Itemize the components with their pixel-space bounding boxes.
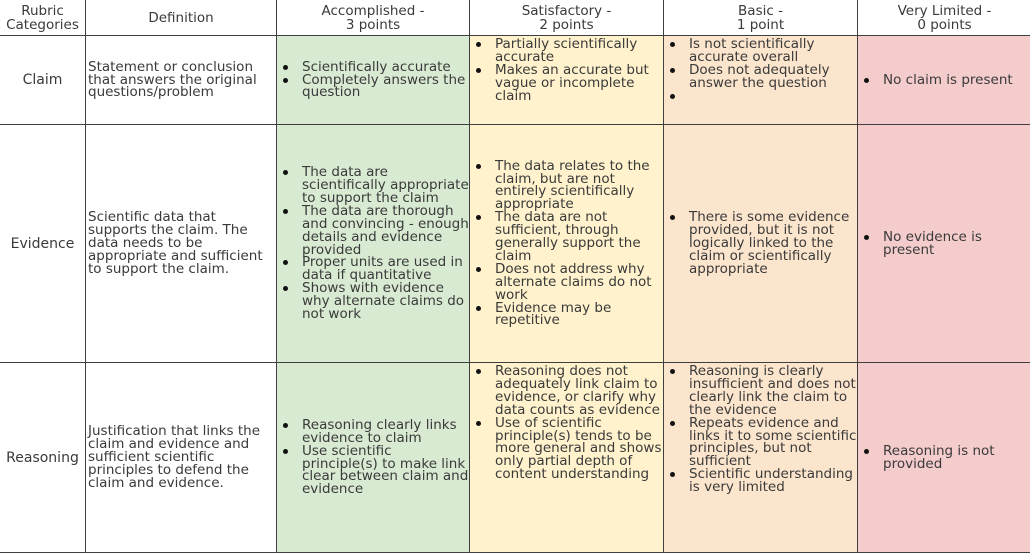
criteria-list: [858, 445, 1030, 471]
criterion-item: Completely answers the question: [277, 74, 469, 100]
category-evidence: Evidence: [0, 125, 86, 363]
criterion-item: The data are not sufficient, through generally support the claim: [470, 211, 663, 263]
criterion-item: Scientific understanding is very limited: [664, 468, 857, 494]
criterion-item: No evidence is present: [858, 231, 1030, 257]
header-basic: Basic - 1 point: [664, 0, 858, 36]
criterion-item: Reasoning clearly links evidence to claim: [277, 419, 469, 445]
definition-claim: Statement or conclusion that answers the original questions/problem: [86, 36, 277, 125]
criterion-item: Does not address why alternate claims do not work: [470, 263, 663, 302]
header-satisfactory: Satisfactory - 2 points: [470, 0, 664, 36]
criteria-list: [664, 38, 857, 103]
criterion-item: The data relates to the claim, but are not entirely scientifically appropriate: [470, 160, 663, 212]
criterion-item: Reasoning does not adequately link claim to evidence, or clarify why data counts as evidence: [470, 365, 663, 417]
criterion-item: Does not adequately answer the question: [664, 64, 857, 90]
criteria-list: [470, 160, 663, 328]
criteria-list: [470, 365, 663, 481]
basic-reasoning: [664, 363, 858, 553]
criterion-item: Evidence may be repetitive: [470, 302, 663, 328]
definition-reasoning: Justification that links the claim and evidence and sufficient scientific principles to defend the claim and evidence.: [86, 363, 277, 553]
criteria-list: [664, 365, 857, 494]
criteria-list: [470, 38, 663, 103]
header-rubric-categories: Rubric Categories: [0, 0, 86, 36]
accomplished-evidence: [277, 125, 470, 363]
criterion-item: Scientifically accurate: [277, 61, 469, 74]
criterion-item: Use of scientific principle(s) tends to be more general and shows only partial depth of content understanding: [470, 417, 663, 482]
criterion-item: The data are thorough and convincing - enough details and evidence provided: [277, 205, 469, 257]
header-very-limited: Very Limited - 0 points: [858, 0, 1030, 36]
category-reasoning: Reasoning: [0, 363, 86, 553]
accomplished-claim: [277, 36, 470, 125]
criterion-item: Makes an accurate but vague or incomplete claim: [470, 64, 663, 103]
satisfactory-claim: [470, 36, 664, 125]
header-definition: Definition: [86, 0, 277, 36]
limited-evidence: [858, 125, 1030, 363]
basic-claim: [664, 36, 858, 125]
criterion-item: There is some evidence provided, but it is not logically linked to the claim or scientifically appropriate: [664, 211, 857, 276]
criteria-list: [277, 61, 469, 100]
header-row: [0, 0, 1030, 36]
criteria-list: [858, 231, 1030, 257]
definition-evidence: Scientific data that supports the claim. The data needs to be appropriate and sufficient to support the claim.: [86, 125, 277, 363]
accomplished-reasoning: [277, 363, 470, 553]
criterion-item: Proper units are used in data if quantitative: [277, 256, 469, 282]
limited-reasoning: [858, 363, 1030, 553]
criterion-item-empty: [664, 90, 857, 103]
row-reasoning: [0, 363, 1030, 553]
criterion-item: No claim is present: [858, 74, 1030, 87]
satisfactory-evidence: [470, 125, 664, 363]
basic-evidence: [664, 125, 858, 363]
criterion-item: Is not scientifically accurate overall: [664, 38, 857, 64]
criteria-list: [858, 74, 1030, 87]
header-accomplished: Accomplished - 3 points: [277, 0, 470, 36]
criteria-list: [664, 211, 857, 276]
criterion-item: Reasoning is not provided: [858, 445, 1030, 471]
criterion-item: Reasoning is clearly insufficient and does not clearly link the claim to the evidence: [664, 365, 857, 417]
criterion-item: Partially scientifically accurate: [470, 38, 663, 64]
limited-claim: [858, 36, 1030, 125]
criteria-list: [277, 166, 469, 321]
category-claim: Claim: [0, 36, 86, 125]
row-evidence: [0, 125, 1030, 363]
criterion-item: Use scientific principle(s) to make link clear between claim and evidence: [277, 445, 469, 497]
criterion-item: Shows with evidence why alternate claims do not work: [277, 282, 469, 321]
criteria-list: [277, 419, 469, 496]
satisfactory-reasoning: [470, 363, 664, 553]
criterion-item: The data are scientifically appropriate to support the claim: [277, 166, 469, 205]
criterion-item: Repeats evidence and links it to some scientific principles, but not sufficient: [664, 417, 857, 469]
row-claim: [0, 36, 1030, 125]
